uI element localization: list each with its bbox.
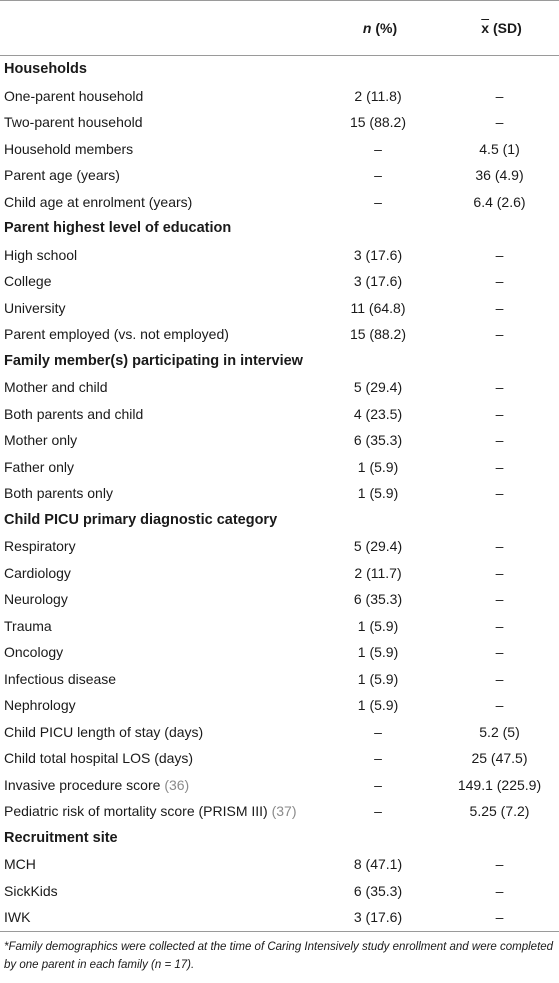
reference-citation: (36): [164, 776, 190, 793]
row-label-cell: [0, 878, 316, 905]
mean-sd-cell: –: [495, 458, 504, 475]
row-label: Mother only: [4, 432, 78, 449]
mean-sd-cell: –: [495, 644, 504, 661]
table-row: [0, 295, 559, 322]
mean-sd-cell: –: [495, 273, 504, 290]
row-label: Trauma: [4, 617, 52, 634]
mean-sd-cell: 25 (47.5): [471, 750, 528, 767]
mean-sd-cell: –: [495, 485, 504, 502]
row-label: Child PICU length of stay (days): [4, 723, 204, 740]
mean-sd-cell: –: [495, 379, 504, 396]
table-row: [0, 454, 559, 481]
table-row: [0, 427, 559, 454]
table-row: [0, 480, 559, 507]
table-footnote: *Family demographics were collected at the time of Caring Intensively study enrollment and were completed by one parent in each family (n = 17).: [4, 940, 554, 971]
n-percent-cell: 5 (29.4): [353, 538, 403, 555]
row-label-cell: [0, 692, 316, 719]
section-row: [0, 825, 559, 852]
n-percent-cell: 1 (5.9): [357, 617, 399, 634]
row-label-cell: [0, 772, 316, 799]
row-label: Respiratory: [4, 538, 76, 555]
n-percent-cell: –: [374, 167, 382, 184]
table-row: [0, 851, 559, 878]
mean-sd-cell: 5.25 (7.2): [469, 803, 530, 820]
mean-sd-cell: 149.1 (225.9): [457, 776, 542, 793]
table-row: [0, 745, 559, 772]
mean-sd-cell: –: [440, 904, 559, 931]
table-row: [0, 83, 559, 110]
section-heading: Parent highest level of education: [4, 220, 232, 237]
n-percent-cell: 8 (47.1): [353, 856, 403, 873]
mean-sd-cell: –: [495, 670, 504, 687]
n-percent-cell: 3 (17.6): [316, 904, 440, 931]
reference-citation: (37): [271, 803, 297, 820]
row-label: Father only: [4, 458, 75, 475]
header-mean-rest: (SD): [489, 20, 522, 36]
row-label-cell: [0, 162, 316, 189]
mean-sd-cell: –: [495, 87, 504, 104]
header-mean-sd: [440, 1, 559, 56]
row-label-cell: [0, 586, 316, 613]
table-row: [0, 533, 559, 560]
row-label-cell: [0, 454, 316, 481]
table-row: [0, 109, 559, 136]
row-label: Cardiology: [4, 564, 71, 581]
header-n-rest: (%): [371, 20, 398, 36]
row-label: Both parents and child: [4, 405, 144, 422]
row-label: MCH: [4, 856, 36, 873]
row-label-cell: [0, 374, 316, 401]
header-label-column: [0, 1, 316, 56]
row-label-cell: [0, 189, 316, 216]
table-row: [0, 321, 559, 348]
section-row: [0, 56, 559, 83]
mean-sd-cell: –: [495, 856, 504, 873]
row-label: Pediatric risk of mortality score (PRISM III): [4, 803, 272, 820]
mean-sd-cell: 6.4 (2.6): [473, 193, 526, 210]
table-row: [0, 692, 559, 719]
mean-sd-cell: –: [495, 246, 504, 263]
row-label: Both parents only: [4, 485, 113, 502]
n-percent-cell: 5 (29.4): [353, 379, 403, 396]
row-label: Parent age (years): [4, 167, 120, 184]
row-label-cell: [0, 533, 316, 560]
mean-sd-cell: –: [495, 564, 504, 581]
row-label: College: [4, 273, 52, 290]
table-row: [0, 560, 559, 587]
row-label-cell: [0, 639, 316, 666]
table-row: [0, 189, 559, 216]
table-row: [0, 772, 559, 799]
n-percent-cell: –: [374, 140, 382, 157]
table-row: [0, 639, 559, 666]
n-percent-cell: 2 (11.7): [354, 564, 402, 581]
mean-sd-cell: 5.2 (5): [479, 723, 520, 740]
row-label: Oncology: [4, 644, 64, 661]
row-label: Household members: [4, 140, 134, 157]
n-percent-cell: 4 (23.5): [353, 405, 403, 422]
mean-sd-cell: –: [495, 882, 504, 899]
row-label-cell: [0, 109, 316, 136]
row-label: Infectious disease: [4, 670, 117, 687]
table-header-row: [0, 1, 559, 56]
row-label: SickKids: [4, 882, 58, 899]
section-row: [0, 215, 559, 242]
mean-sd-cell: –: [495, 405, 504, 422]
table-row: [0, 719, 559, 746]
row-label-cell: [0, 321, 316, 348]
n-percent-cell: –: [374, 193, 382, 210]
row-label: Nephrology: [4, 697, 76, 714]
row-label: Child total hospital LOS (days): [4, 750, 194, 767]
row-label-cell: [0, 560, 316, 587]
table-row: [0, 878, 559, 905]
row-label-cell: [0, 268, 316, 295]
header-mean-symbol: $\overline{x}$: [481, 20, 490, 36]
row-label-cell: [0, 295, 316, 322]
row-label: Parent employed (vs. not employed): [4, 326, 229, 343]
row-label-cell: [0, 242, 316, 269]
n-percent-cell: 1 (5.9): [357, 458, 399, 475]
table-row: [0, 666, 559, 693]
mean-sd-cell: –: [495, 114, 504, 131]
table-row: [0, 162, 559, 189]
n-percent-cell: –: [374, 723, 382, 740]
mean-sd-cell: –: [495, 617, 504, 634]
table-row: [0, 798, 559, 825]
n-percent-cell: 3 (17.6): [353, 246, 403, 263]
mean-sd-cell: 36 (4.9): [475, 167, 524, 184]
n-percent-cell: 1 (5.9): [357, 697, 399, 714]
row-label-cell: [0, 719, 316, 746]
row-label-cell: [0, 904, 316, 931]
section-heading: Family member(s) participating in interview: [4, 352, 303, 369]
row-label-cell: [0, 401, 316, 428]
n-percent-cell: 6 (35.3): [353, 882, 403, 899]
table-body: [0, 56, 559, 932]
n-percent-cell: 3 (17.6): [353, 273, 403, 290]
row-label: One-parent household: [4, 87, 144, 104]
row-label: Mother and child: [4, 379, 108, 396]
row-label-cell: [0, 83, 316, 110]
table-row: [0, 401, 559, 428]
section-heading: Recruitment site: [4, 829, 118, 846]
row-label: High school: [4, 246, 78, 263]
mean-sd-cell: –: [495, 432, 504, 449]
row-label: Child age at enrolment (years): [4, 193, 193, 210]
row-label-cell: [0, 851, 316, 878]
row-label-cell: [0, 666, 316, 693]
n-percent-cell: –: [374, 803, 382, 820]
table-row: [0, 613, 559, 640]
n-percent-cell: 1 (5.9): [357, 644, 399, 661]
n-percent-cell: 11 (64.8): [350, 299, 406, 316]
row-label: Two-parent household: [4, 114, 143, 131]
table-row: [0, 374, 559, 401]
row-label: IWK: [4, 909, 31, 926]
mean-sd-cell: –: [495, 299, 504, 316]
table-row: [0, 136, 559, 163]
row-label-cell: [0, 745, 316, 772]
section-row: [0, 348, 559, 375]
row-label-cell: [0, 798, 316, 825]
table-row: [0, 242, 559, 269]
n-percent-cell: 6 (35.3): [353, 591, 403, 608]
mean-sd-cell: –: [495, 591, 504, 608]
row-label-cell: [0, 613, 316, 640]
n-percent-cell: 15 (88.2): [349, 326, 407, 343]
section-heading: Child PICU primary diagnostic category: [4, 511, 278, 528]
row-label: University: [4, 299, 66, 316]
n-percent-cell: 15 (88.2): [349, 114, 407, 131]
mean-sd-cell: 4.5 (1): [479, 140, 520, 157]
table-row: [0, 904, 559, 931]
mean-sd-cell: –: [495, 538, 504, 555]
row-label-cell: [0, 480, 316, 507]
n-percent-cell: –: [374, 776, 382, 793]
table-row: [0, 586, 559, 613]
n-percent-cell: 6 (35.3): [353, 432, 403, 449]
n-percent-cell: 2 (11.8): [354, 87, 402, 104]
n-percent-cell: 1 (5.9): [357, 670, 399, 687]
table-row: [0, 268, 559, 295]
row-label-cell: [0, 427, 316, 454]
row-label-cell: [0, 136, 316, 163]
n-percent-cell: –: [374, 750, 382, 767]
mean-sd-cell: –: [495, 697, 504, 714]
section-row: [0, 507, 559, 534]
n-percent-cell: 1 (5.9): [357, 485, 399, 502]
mean-sd-cell: –: [495, 326, 504, 343]
section-heading: Households: [4, 61, 87, 78]
row-label: Invasive procedure score: [4, 776, 165, 793]
header-n-italic: n: [362, 20, 372, 36]
row-label: Neurology: [4, 591, 68, 608]
header-n-percent: [316, 1, 440, 56]
